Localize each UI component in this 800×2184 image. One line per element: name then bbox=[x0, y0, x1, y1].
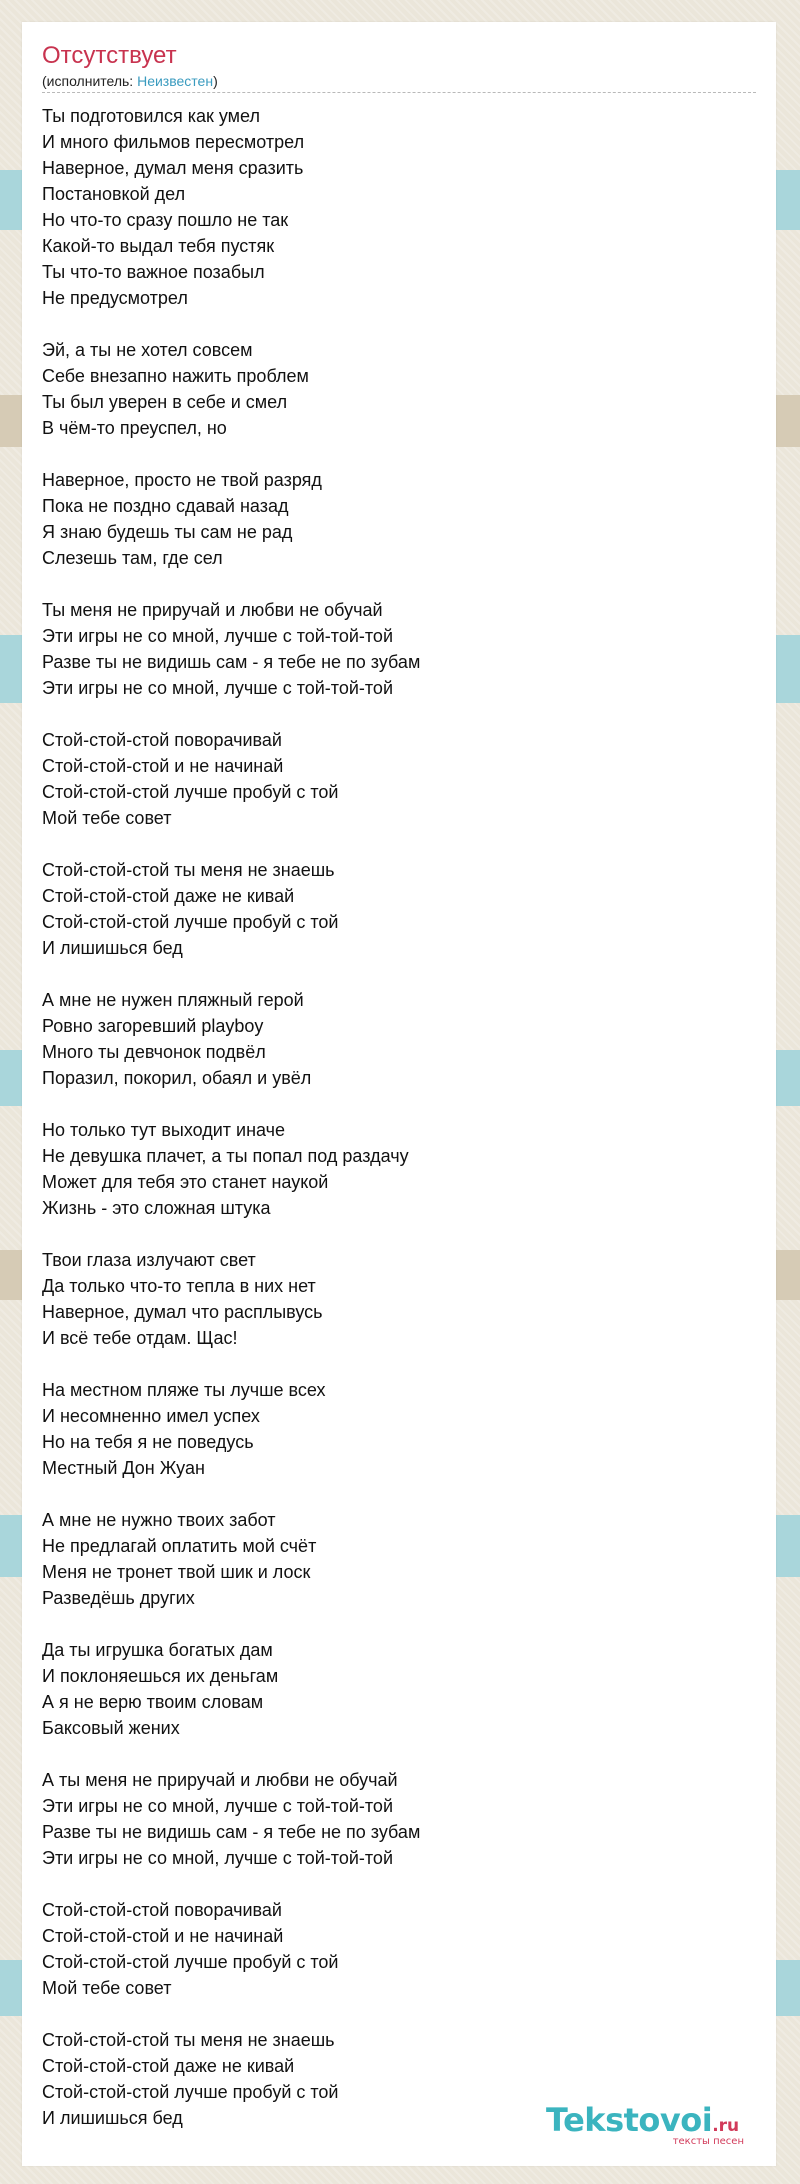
lyrics-stanza bbox=[42, 1507, 756, 1611]
lyrics-line: И несомненно имел успех bbox=[42, 1406, 260, 1426]
lyrics-line: А ты меня не приручай и любви не обучай bbox=[42, 1770, 398, 1790]
logo-name: Tekstovoi bbox=[546, 2101, 713, 2139]
lyrics-line: Стой-стой-стой лучше пробуй с той bbox=[42, 782, 339, 802]
lyrics-line: Не предусмотрел bbox=[42, 288, 188, 308]
lyrics-line: Поразил, покорил, обаял и увёл bbox=[42, 1068, 312, 1088]
lyrics-line: Себе внезапно нажить проблем bbox=[42, 366, 309, 386]
lyrics-line: А я не верю твоим словам bbox=[42, 1692, 264, 1712]
lyrics-stanza bbox=[42, 1247, 756, 1351]
lyrics-line: Может для тебя это станет наукой bbox=[42, 1172, 329, 1192]
lyrics-line: И много фильмов пересмотрел bbox=[42, 132, 305, 152]
lyrics-card bbox=[22, 22, 776, 2166]
lyrics-line: Но на тебя я не поведусь bbox=[42, 1432, 254, 1452]
lyrics-line: Ты что-то важное позабыл bbox=[42, 262, 265, 282]
lyrics-stanza bbox=[42, 857, 756, 961]
lyrics-line: Твои глаза излучают свет bbox=[42, 1250, 256, 1270]
lyrics-stanza bbox=[42, 727, 756, 831]
lyrics-line: Постановкой дел bbox=[42, 184, 186, 204]
lyrics-line: Стой-стой-стой лучше пробуй с той bbox=[42, 912, 339, 932]
lyrics-line: На местном пляже ты лучше всех bbox=[42, 1380, 326, 1400]
lyrics-line: Стой-стой-стой лучше пробуй с той bbox=[42, 1952, 339, 1972]
lyrics-line: Ты был уверен в себе и смел bbox=[42, 392, 288, 412]
lyrics-stanza bbox=[42, 987, 756, 1091]
lyrics-line: Не девушка плачет, а ты попал под раздачу bbox=[42, 1146, 409, 1166]
lyrics-line: Ты подготовился как умел bbox=[42, 106, 260, 126]
lyrics-line: Не предлагай оплатить мой счёт bbox=[42, 1536, 317, 1556]
lyrics-line: Пока не поздно сдавай назад bbox=[42, 496, 289, 516]
lyrics-line: Стой-стой-стой ты меня не знаешь bbox=[42, 2030, 335, 2050]
lyrics-line: Стой-стой-стой ты меня не знаешь bbox=[42, 860, 335, 880]
lyrics-stanza bbox=[42, 1767, 756, 1871]
lyrics-line: И лишишься бед bbox=[42, 2108, 183, 2128]
lyrics-stanza bbox=[42, 1117, 756, 1221]
lyrics-line: Но что-то сразу пошло не так bbox=[42, 210, 289, 230]
lyrics-line: Эй, а ты не хотел совсем bbox=[42, 340, 253, 360]
lyrics-line: И всё тебе отдам. Щас! bbox=[42, 1328, 238, 1348]
lyrics-stanza bbox=[42, 103, 756, 311]
artist-line bbox=[42, 72, 756, 93]
lyrics-line: Жизнь - это сложная штука bbox=[42, 1198, 271, 1218]
lyrics-line: Стой-стой-стой лучше пробуй с той bbox=[42, 2082, 339, 2102]
lyrics-line: Местный Дон Жуан bbox=[42, 1458, 205, 1478]
lyrics-line: Да ты игрушка богатых дам bbox=[42, 1640, 273, 1660]
lyrics-stanza bbox=[42, 1377, 756, 1481]
lyrics-stanza bbox=[42, 597, 756, 701]
lyrics-line: Мой тебе совет bbox=[42, 1978, 172, 1998]
site-logo[interactable] bbox=[546, 2100, 760, 2150]
lyrics-stanza bbox=[42, 467, 756, 571]
lyrics-line: Я знаю будешь ты сам не рад bbox=[42, 522, 293, 542]
lyrics-stanza bbox=[42, 1897, 756, 2001]
lyrics-stanza bbox=[42, 337, 756, 441]
lyrics-line: Разве ты не видишь сам - я тебе не по зубам bbox=[42, 1822, 421, 1842]
lyrics-body bbox=[42, 103, 756, 2157]
lyrics-line: Эти игры не со мной, лучше с той-той-той bbox=[42, 1848, 393, 1868]
lyrics-line: Ты меня не приручай и любви не обучай bbox=[42, 600, 383, 620]
artist-suffix: ) bbox=[213, 73, 218, 89]
lyrics-line: Наверное, думал меня сразить bbox=[42, 158, 304, 178]
lyrics-line: И лишишься бед bbox=[42, 938, 183, 958]
lyrics-line: Много ты девчонок подвёл bbox=[42, 1042, 266, 1062]
lyrics-line: Стой-стой-стой поворачивай bbox=[42, 1900, 282, 1920]
lyrics-line: Меня не тронет твой шик и лоск bbox=[42, 1562, 311, 1582]
lyrics-line: Баксовый жених bbox=[42, 1718, 180, 1738]
lyrics-line: Разведёшь других bbox=[42, 1588, 195, 1608]
lyrics-line: Стой-стой-стой даже не кивай bbox=[42, 886, 295, 906]
lyrics-line: Наверное, думал что расплывусь bbox=[42, 1302, 323, 1322]
lyrics-stanza bbox=[42, 1637, 756, 1741]
artist-link[interactable]: Неизвестен bbox=[137, 73, 214, 89]
lyrics-line: Мой тебе совет bbox=[42, 808, 172, 828]
lyrics-line: Стой-стой-стой даже не кивай bbox=[42, 2056, 295, 2076]
lyrics-line: Наверное, просто не твой разряд bbox=[42, 470, 322, 490]
lyrics-line: В чём-то преуспел, но bbox=[42, 418, 227, 438]
lyrics-line: Стой-стой-стой и не начинай bbox=[42, 756, 284, 776]
lyrics-line: Разве ты не видишь сам - я тебе не по зубам bbox=[42, 652, 421, 672]
lyrics-line: Какой-то выдал тебя пустяк bbox=[42, 236, 275, 256]
lyrics-line: Эти игры не со мной, лучше с той-той-той bbox=[42, 678, 393, 698]
lyrics-line: И поклоняешься их деньгам bbox=[42, 1666, 279, 1686]
lyrics-line: Эти игры не со мной, лучше с той-той-той bbox=[42, 626, 393, 646]
lyrics-line: Слезешь там, где сел bbox=[42, 548, 223, 568]
lyrics-line: Стой-стой-стой поворачивай bbox=[42, 730, 282, 750]
lyrics-line: Стой-стой-стой и не начинай bbox=[42, 1926, 284, 1946]
lyrics-line: Ровно загоревший playboy bbox=[42, 1016, 264, 1036]
logo-tagline: тексты песен bbox=[672, 2136, 744, 2147]
lyrics-line: Эти игры не со мной, лучше с той-той-той bbox=[42, 1796, 393, 1816]
artist-prefix: (исполнитель: bbox=[42, 73, 138, 89]
lyrics-line: А мне не нужно твоих забот bbox=[42, 1510, 276, 1530]
lyrics-line: А мне не нужен пляжный герой bbox=[42, 990, 304, 1010]
lyrics-line: Но только тут выходит иначе bbox=[42, 1120, 286, 1140]
song-title: Отсутствует bbox=[42, 42, 177, 69]
logo-tld: .ru bbox=[712, 2116, 740, 2136]
lyrics-line: Да только что-то тепла в них нет bbox=[42, 1276, 316, 1296]
